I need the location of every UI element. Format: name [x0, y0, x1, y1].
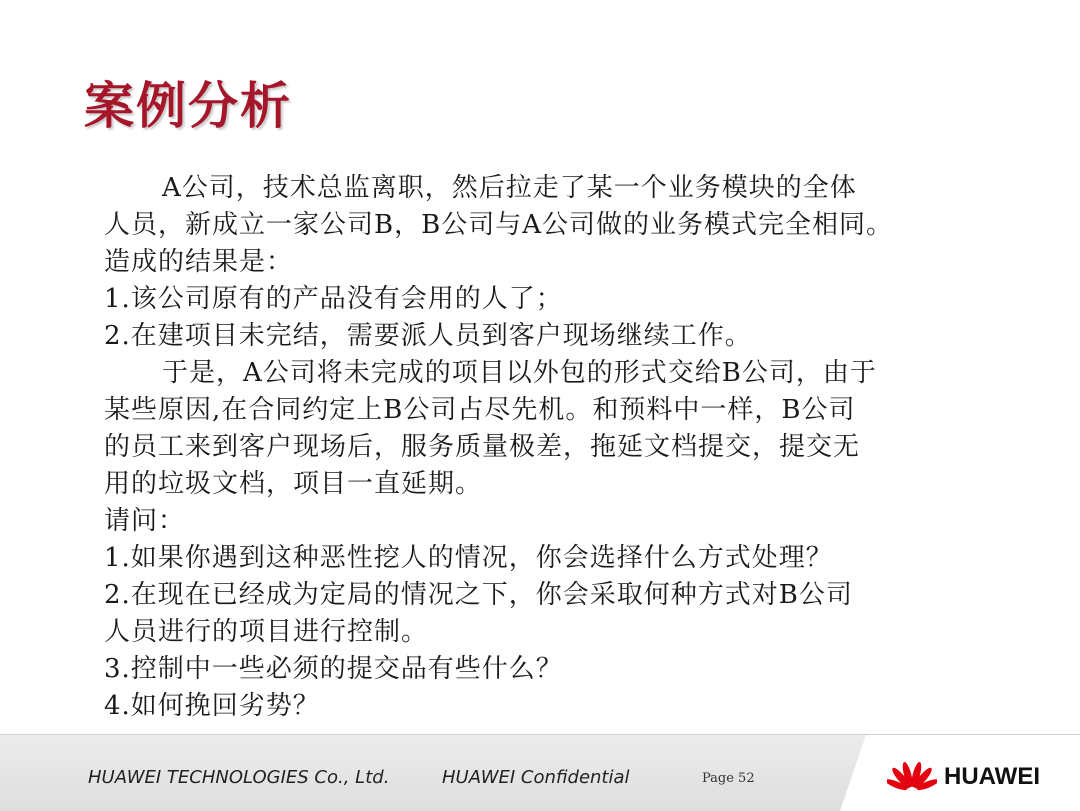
page-number: Page 52	[702, 771, 755, 786]
body-line: 1.如果你遇到这种恶性挖人的情况，你会选择什么方式处理？	[104, 543, 833, 573]
body-line: 4.如何挽回劣势？	[104, 691, 320, 721]
body-line: 人员，新成立一家公司B，B公司与A公司做的业务模式完全相同。	[104, 210, 893, 240]
slide-title: 案例分析	[84, 77, 292, 135]
body-line: 1.该公司原有的产品没有会用的人了；	[104, 284, 563, 314]
body-line: 的员工来到客户现场后，服务质量极差，拖延文档提交，提交无	[104, 432, 861, 462]
footer-confidential: HUAWEI Confidential	[442, 767, 630, 788]
body-line: 造成的结果是：	[104, 247, 294, 277]
body-line: A公司，技术总监离职，然后拉走了某一个业务模块的全体	[162, 173, 857, 203]
body-line: 2.在现在已经成为定局的情况之下，你会采取何种方式对B公司	[104, 580, 853, 610]
huawei-logo-icon	[887, 753, 937, 797]
body-line: 请问：	[104, 506, 186, 536]
body-line: 3.控制中一些必须的提交品有些什么？	[104, 654, 563, 684]
body-line: 2.在建项目未完结，需要派人员到客户现场继续工作。	[104, 321, 752, 351]
body-line: 用的垃圾文档，项目一直延期。	[104, 469, 483, 499]
body-line: 人员进行的项目进行控制。	[104, 617, 429, 647]
footer	[0, 734, 1080, 811]
body-line: 于是，A公司将未完成的项目以外包的形式交给B公司，由于	[162, 358, 877, 388]
body-line: 某些原因,在合同约定上B公司占尽先机。和预料中一样，B公司	[104, 395, 856, 425]
huawei-logo	[887, 753, 1053, 797]
huawei-wordmark: HUAWEI	[944, 763, 1040, 790]
footer-company: HUAWEI TECHNOLOGIES Co., Ltd.	[88, 767, 390, 788]
body-text	[104, 170, 984, 725]
